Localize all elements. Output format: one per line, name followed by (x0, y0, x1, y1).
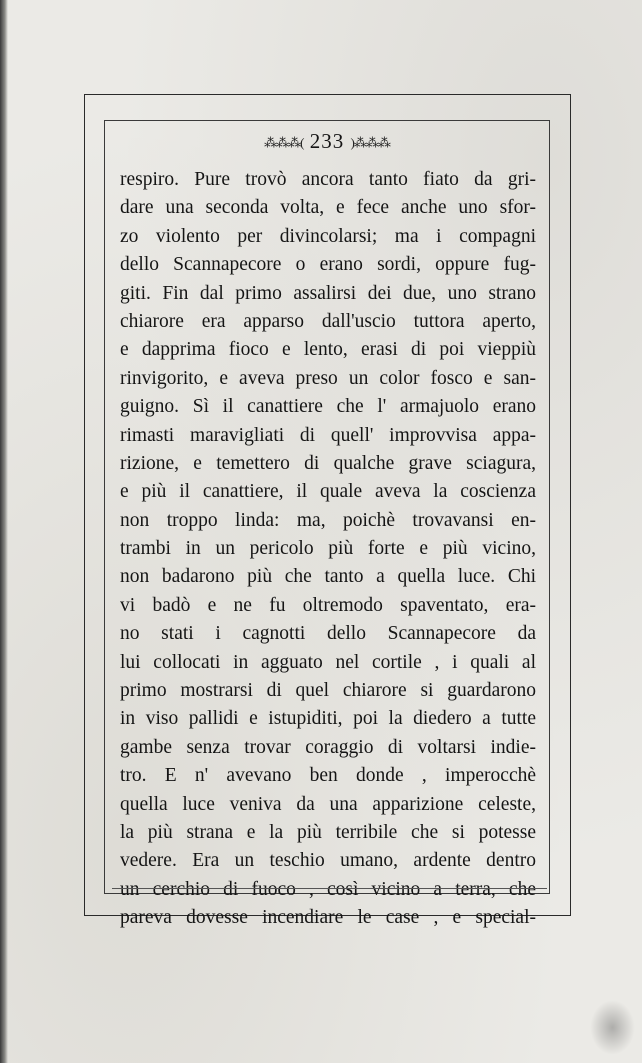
text-line: la più strana e la più terribile che si potesse (120, 821, 536, 843)
text-line: vi badò e ne fu oltremodo spaventato, era- (120, 594, 536, 616)
text-line: vedere. Era un teschio umano, ardente dentro (120, 850, 536, 872)
text-line: giti. Fin dal primo assalirsi dei due, uno strano (120, 282, 536, 304)
text-line: guigno. Sì il canattiere che l' armajuolo erano (120, 396, 536, 418)
text-line: primo mostrarsi di quel chiarore si guardarono (120, 680, 536, 702)
text-line: gambe senza trovar coraggio di voltarsi indie- (120, 736, 536, 758)
text-line: e dapprima fioco e lento, erasi di poi vieppiù (120, 339, 536, 361)
binding-edge (0, 0, 8, 1063)
corner-smudge (590, 1000, 635, 1055)
text-line: rimasti maravigliati di quell' improvvisa appa- (120, 424, 536, 446)
text-line: chiarore era apparso dall'uscio tuttora aperto, (120, 310, 536, 332)
text-line: rizione, e temettero di qualche grave sciagura, (120, 452, 536, 474)
text-line: non troppo linda: ma, poichè trovavansi en- (120, 509, 536, 531)
footer-rule (112, 888, 547, 889)
text-line: tro. E n' avevano ben donde , imperocchè (120, 765, 536, 787)
text-line: dare una seconda volta, e fece anche uno sfor- (120, 197, 536, 219)
text-line: lui collocati in agguato nel cortile , i quali al (120, 651, 536, 673)
header-ornament-right: )⁂⁂⁂ (350, 135, 390, 151)
header-ornament-left: ⁂⁂⁂( (264, 135, 304, 151)
text-line: rinvigorito, e aveva preso un color fosco e san- (120, 367, 536, 389)
text-line: in viso pallidi e istupiditi, poi la diedero a tutte (120, 708, 536, 730)
text-line: pareva dovesse incendiare le case , e special- (120, 907, 536, 929)
text-line: quella luce veniva da una apparizione celeste, (120, 793, 536, 815)
page-header (104, 126, 550, 156)
body-text (120, 166, 536, 933)
text-line: non badarono più che tanto a quella luce. Chi (120, 566, 536, 588)
text-line: zo violento per divincolarsi; ma i compagni (120, 225, 536, 247)
text-line: e più il canattiere, il quale aveva la coscienza (120, 481, 536, 503)
text-line: no stati i cagnotti dello Scannapecore da (120, 623, 536, 645)
text-line: respiro. Pure trovò ancora tanto fiato da gri- (120, 169, 536, 190)
text-line: un cerchio di fuoco , così vicino a terra, che (120, 878, 536, 900)
page-number: 233 (309, 129, 345, 153)
text-line: dello Scannapecore o erano sordi, oppure fug- (120, 254, 536, 276)
text-line: trambi in un pericolo più forte e più vicino, (120, 538, 536, 560)
